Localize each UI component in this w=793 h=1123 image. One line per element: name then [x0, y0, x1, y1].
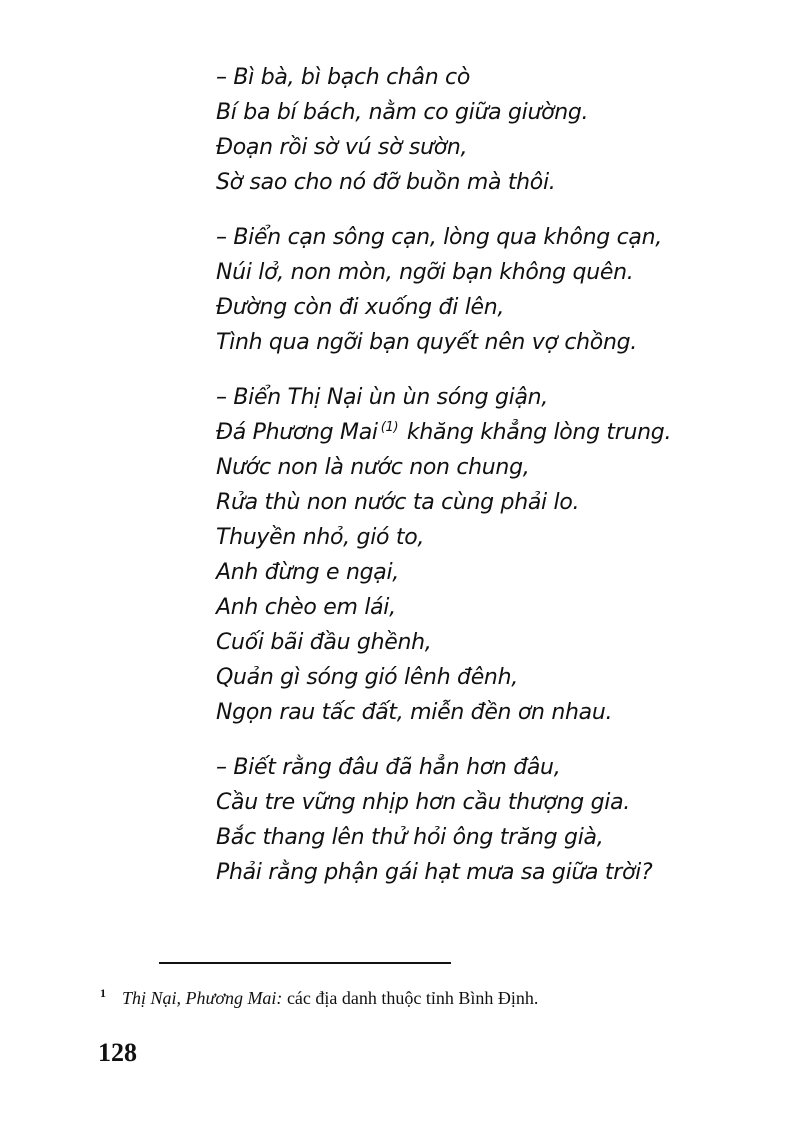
- footnote-text: các địa danh thuộc tỉnh Bình Định.: [282, 988, 539, 1008]
- poem-line: Núi lở, non mòn, ngỡi bạn không quên.: [216, 260, 634, 285]
- poem-line: Anh chèo em lái,: [216, 595, 396, 620]
- poem-line: Rửa thù non nước ta cùng phải lo.: [216, 490, 580, 515]
- stanza-1: [216, 60, 736, 200]
- poem-line-with-footnote: [216, 415, 736, 450]
- poem-line: Thuyền nhỏ, gió to,: [216, 525, 425, 550]
- poem-line: Ngọn rau tấc đất, miễn đền ơn nhau.: [216, 700, 613, 725]
- stanza-3: [216, 380, 736, 730]
- poem-line-prefix: Đá Phương Mai: [216, 420, 378, 445]
- poem-line: – Bì bà, bì bạch chân cò: [216, 65, 470, 90]
- footnote-number: 1: [100, 986, 106, 1000]
- poem: [216, 60, 736, 910]
- poem-line: – Biển Thị Nại ùn ùn sóng giận,: [216, 385, 548, 410]
- poem-line: Bí ba bí bách, nằm co giữa giường.: [216, 100, 589, 125]
- stanza-2: [216, 220, 736, 360]
- footnote: [100, 988, 538, 1009]
- poem-line: – Biết rằng đâu đã hẳn hơn đâu,: [216, 755, 561, 780]
- poem-line: Anh đừng e ngại,: [216, 560, 399, 585]
- poem-line: Sờ sao cho nó đỡ buồn mà thôi.: [216, 170, 556, 195]
- stanza-4: [216, 750, 736, 890]
- poem-line: Nước non là nước non chung,: [216, 455, 530, 480]
- poem-line: Đường còn đi xuống đi lên,: [216, 295, 505, 320]
- poem-line: Cuối bãi đầu ghềnh,: [216, 630, 432, 655]
- poem-line: Bắc thang lên thử hỏi ông trăng già,: [216, 825, 604, 850]
- poem-line: Đoạn rồi sờ vú sờ sườn,: [216, 135, 468, 160]
- footnote-reference: (1): [380, 419, 399, 435]
- page-number: 128: [98, 1038, 137, 1067]
- poem-line: Quản gì sóng gió lênh đênh,: [216, 665, 518, 690]
- footnote-divider: [159, 962, 451, 964]
- poem-line: Cầu tre vững nhịp hơn cầu thượng gia.: [216, 790, 630, 815]
- footnote-term: Thị Nại, Phương Mai:: [122, 988, 283, 1008]
- poem-line: Phải rằng phận gái hạt mưa sa giữa trời?: [216, 860, 653, 885]
- poem-line: Tình qua ngỡi bạn quyết nên vợ chồng.: [216, 330, 637, 355]
- poem-line: – Biển cạn sông cạn, lòng qua không cạn,: [216, 225, 662, 250]
- poem-line-suffix: khăng khẳng lòng trung.: [400, 420, 672, 445]
